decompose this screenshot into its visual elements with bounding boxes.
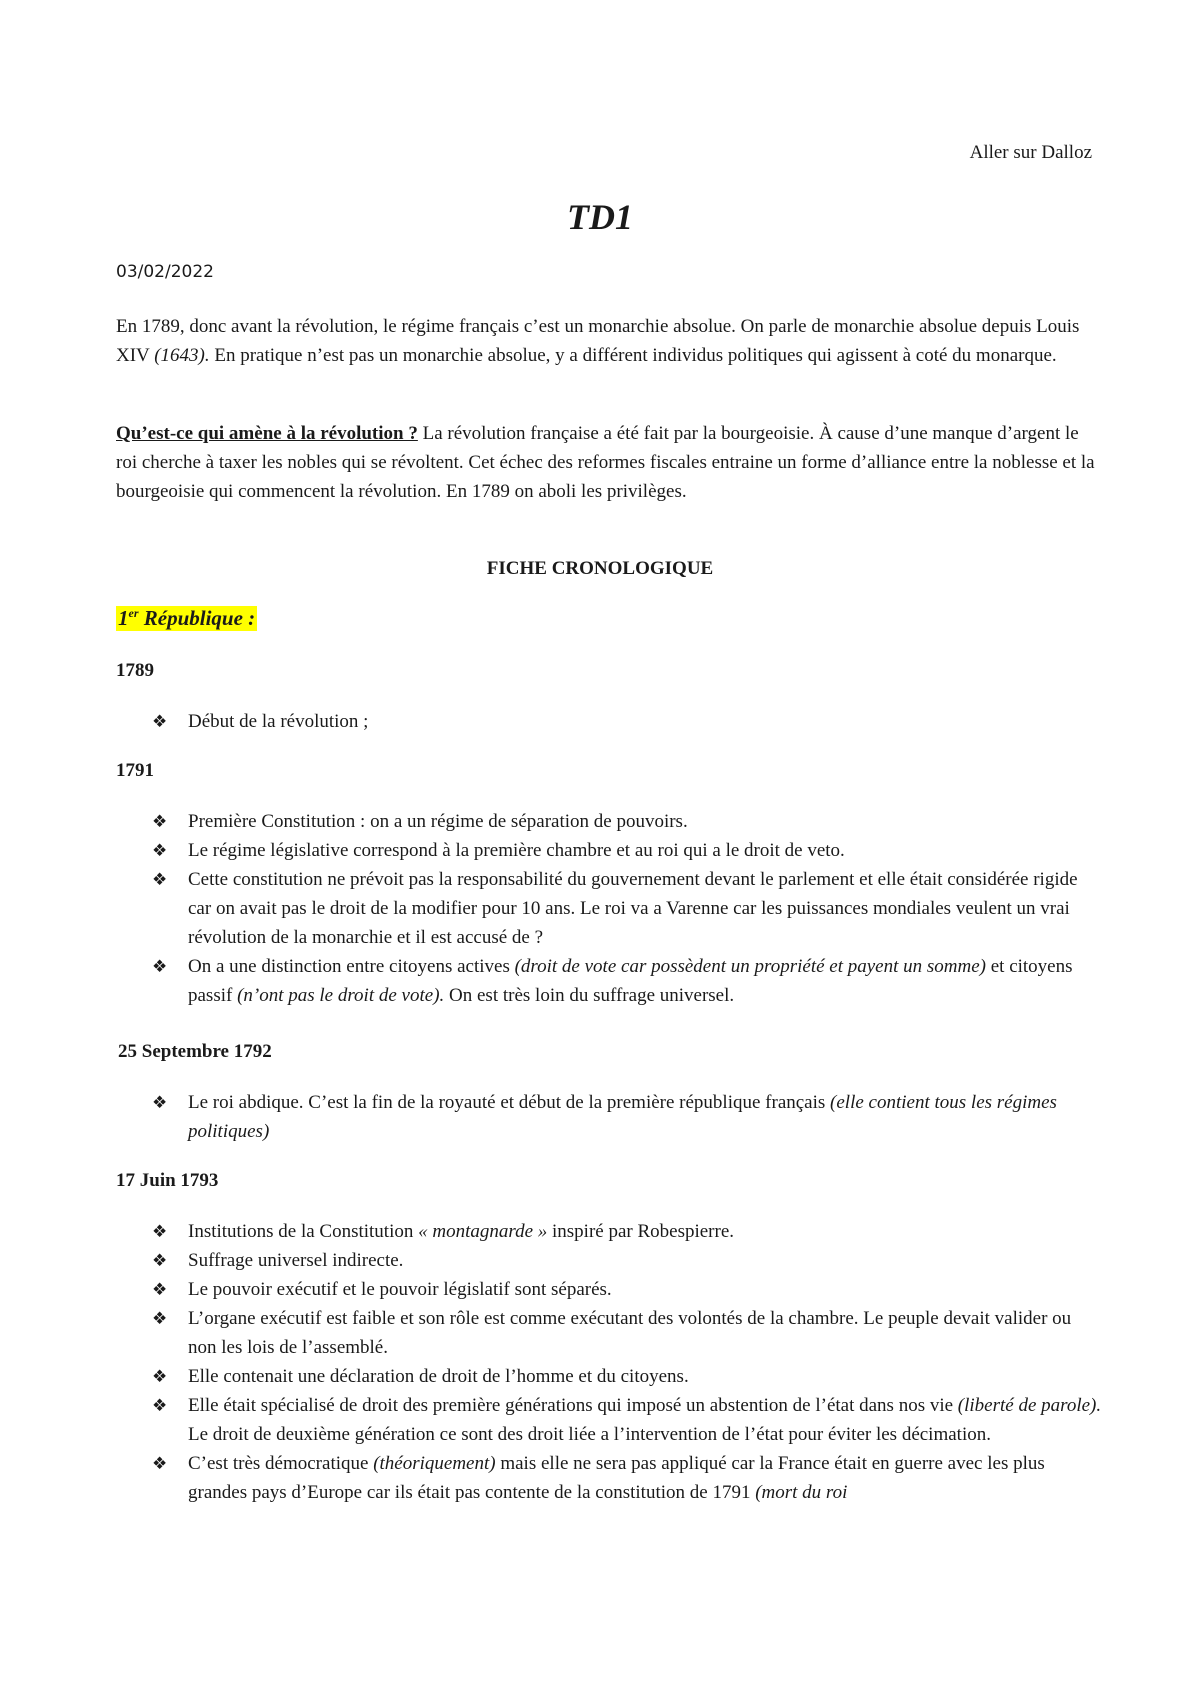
- item-text: Suffrage universel indirecte.: [188, 1250, 404, 1271]
- bullet-icon: ❖: [152, 1222, 168, 1241]
- bullet-icon: ❖: [152, 1280, 168, 1299]
- list-item: [152, 1217, 1102, 1246]
- item-text: Le pouvoir exécutif et le pouvoir législatif sont séparés.: [188, 1279, 612, 1300]
- bullet-icon: ❖: [152, 1454, 168, 1473]
- year-heading-1792: 25 Septembre 1792: [118, 1041, 272, 1062]
- question-text: La révolution française a été fait par la bourgeoisie. À cause d’une manque d’argent le roi cherche à taxer les nobles qui se révoltent. Cet échec des reformes fiscales entraine un forme d’alliance entre la noblesse et la bourgeoisie qui commencent la révolution. En 1789 on aboli les privilèges.: [116, 423, 1095, 502]
- list-item: [152, 707, 1102, 736]
- list-item: [152, 1275, 1102, 1304]
- item-text: Le roi abdique. C’est la fin de la royauté et début de la première république français: [188, 1092, 831, 1113]
- intro-text-c: En pratique n’est pas un monarchie absolue, y a différent individus politiques qui agissent à coté du monarque.: [209, 345, 1057, 366]
- republic-num: 1: [118, 606, 129, 630]
- list-item: [152, 1449, 1102, 1507]
- item-text: On a une distinction entre citoyens actives: [188, 956, 515, 977]
- item-text: Début de la révolution ;: [188, 711, 369, 732]
- bullet-icon: ❖: [152, 1251, 168, 1270]
- item-text: Le droit de deuxième génération ce sont des droit liée a l’intervention de l’état pour éviter les décimation.: [188, 1424, 991, 1445]
- bullet-icon: ❖: [152, 841, 168, 860]
- bullet-icon: ❖: [152, 1367, 168, 1386]
- item-text-italic: (droit de vote car possèdent un propriété et payent un somme): [514, 956, 986, 977]
- bullet-icon: ❖: [152, 712, 168, 731]
- item-text-italic: (théoriquement): [373, 1453, 496, 1474]
- list-item: [152, 836, 1102, 865]
- item-text-italic: (n’ont pas le droit de vote).: [237, 985, 445, 1006]
- item-text: Elle était spécialisé de droit des première générations qui imposé un abstention de l’état dans nos vie: [188, 1395, 958, 1416]
- list-1791: [152, 807, 1102, 1010]
- item-text: On est très loin du suffrage universel.: [444, 985, 735, 1006]
- item-text-italic: (mort du roi: [755, 1482, 848, 1503]
- item-text: Elle contenait une déclaration de droit de l’homme et du citoyens.: [188, 1366, 689, 1387]
- list-item: [152, 952, 1102, 1010]
- year-heading-1789: 1789: [116, 660, 154, 681]
- list-1793: [152, 1217, 1102, 1507]
- list-item: [152, 1088, 1102, 1146]
- intro-text-b: (1643).: [154, 345, 210, 366]
- list-item: [152, 1304, 1102, 1362]
- section-title: FICHE CRONOLOGIQUE: [486, 558, 714, 579]
- item-text-italic: « montagnarde »: [418, 1221, 548, 1242]
- question-heading: Qu’est-ce qui amène à la révolution ?: [116, 423, 418, 444]
- bullet-icon: ❖: [152, 1396, 168, 1415]
- republic-heading: [116, 606, 257, 631]
- item-text: Le régime législative correspond à la première chambre et au roi qui a le droit de veto.: [188, 840, 845, 861]
- top-right-note: Aller sur Dalloz: [969, 142, 1092, 163]
- list-1789: [152, 707, 1102, 736]
- intro-text-a: En 1789, donc avant la révolution, le régime français c’est un monarchie absolue. On parle de monarchie absolue depuis Louis XIV: [116, 316, 1080, 366]
- bullet-icon: ❖: [152, 957, 168, 976]
- item-text: mais elle ne sera pas appliqué car la France était en guerre avec les plus grandes pays d’Europe car ils était pas contente de la constitution de 1791: [188, 1453, 1045, 1503]
- bullet-icon: ❖: [152, 1093, 168, 1112]
- year-heading-1791: 1791: [116, 760, 154, 781]
- republic-label: République :: [138, 606, 256, 630]
- item-text: Première Constitution : on a un régime de séparation de pouvoirs.: [188, 811, 688, 832]
- item-text: et citoyens passif: [188, 956, 1073, 1006]
- item-text: L’organe exécutif est faible et son rôle est comme exécutant des volontés de la chambre. Le peuple devait valider ou non les lois de l’assemblé.: [188, 1308, 1072, 1358]
- intro-paragraph: [116, 312, 1102, 370]
- item-text-italic: (liberté de parole).: [957, 1395, 1102, 1416]
- list-item: [152, 1246, 1102, 1275]
- bullet-icon: ❖: [152, 870, 168, 889]
- bullet-icon: ❖: [152, 1309, 168, 1328]
- item-text: inspiré par Robespierre.: [547, 1221, 735, 1242]
- list-item: [152, 1391, 1102, 1449]
- list-item: [152, 1362, 1102, 1391]
- item-text: C’est très démocratique: [188, 1453, 374, 1474]
- question-paragraph: [116, 419, 1102, 506]
- list-1792: [152, 1088, 1102, 1146]
- page-title: TD1: [567, 197, 633, 237]
- item-text: Institutions de la Constitution: [188, 1221, 419, 1242]
- document-date: 03/02/2022: [116, 262, 214, 282]
- year-heading-1793: 17 Juin 1793: [116, 1170, 219, 1191]
- list-item: [152, 807, 1102, 836]
- item-text: Cette constitution ne prévoit pas la responsabilité du gouvernement devant le parlement et elle était considérée rigide car on avait pas le droit de la modifier pour 10 ans. Le roi va a Varenne car les puissances mondiales veulent un vrai révolution de la monarchie et il est accusé de ?: [188, 869, 1078, 948]
- item-text-italic: (elle contient tous les régimes politiques): [188, 1092, 1057, 1142]
- list-item: [152, 865, 1102, 952]
- bullet-icon: ❖: [152, 812, 168, 831]
- republic-sup: er: [128, 606, 139, 620]
